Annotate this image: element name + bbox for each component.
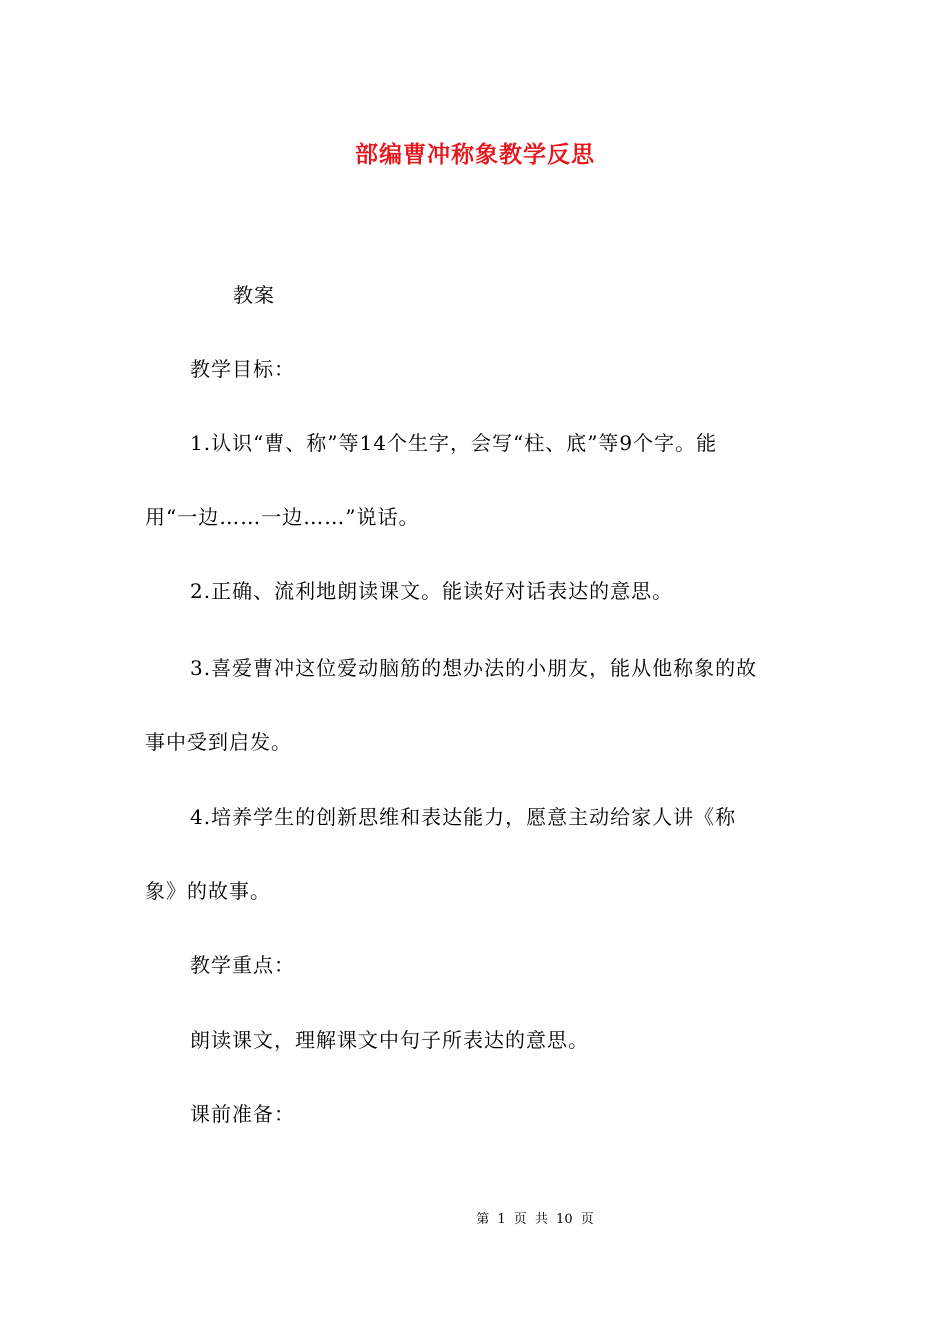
goal-1-line-2: 用“一边……一边……”说话。 — [145, 505, 420, 529]
goal-1-line-1: 1.认识“曹、称”等14个生字，会写“柱、底”等9个字。能 — [190, 431, 718, 455]
heading-teaching-focus: 教学重点： — [190, 953, 295, 977]
goal-4-line-1: 4.培养学生的创新思维和表达能力，愿意主动给家人讲《称 — [190, 805, 737, 829]
heading-teaching-goals: 教学目标： — [190, 357, 295, 381]
goal-3-line-2: 事中受到启发。 — [145, 730, 292, 754]
teaching-focus-text: 朗读课文，理解课文中句子所表达的意思。 — [190, 1028, 589, 1052]
goal-2: 2.正确、流利地朗读课文。能读好对话表达的意思。 — [190, 579, 674, 603]
goal-4-line-2: 象》的故事。 — [145, 879, 271, 903]
section-label-lesson-plan: 教案 — [233, 283, 275, 307]
goal-3-line-1: 3.喜爱曹冲这位爱动脑筋的想办法的小朋友，能从他称象的故 — [190, 656, 758, 680]
document-title: 部编曹冲称象教学反思 — [355, 141, 595, 168]
heading-preparation: 课前准备： — [190, 1102, 295, 1126]
page-number-footer: 第 1 页 共 10 页 — [476, 1212, 594, 1227]
